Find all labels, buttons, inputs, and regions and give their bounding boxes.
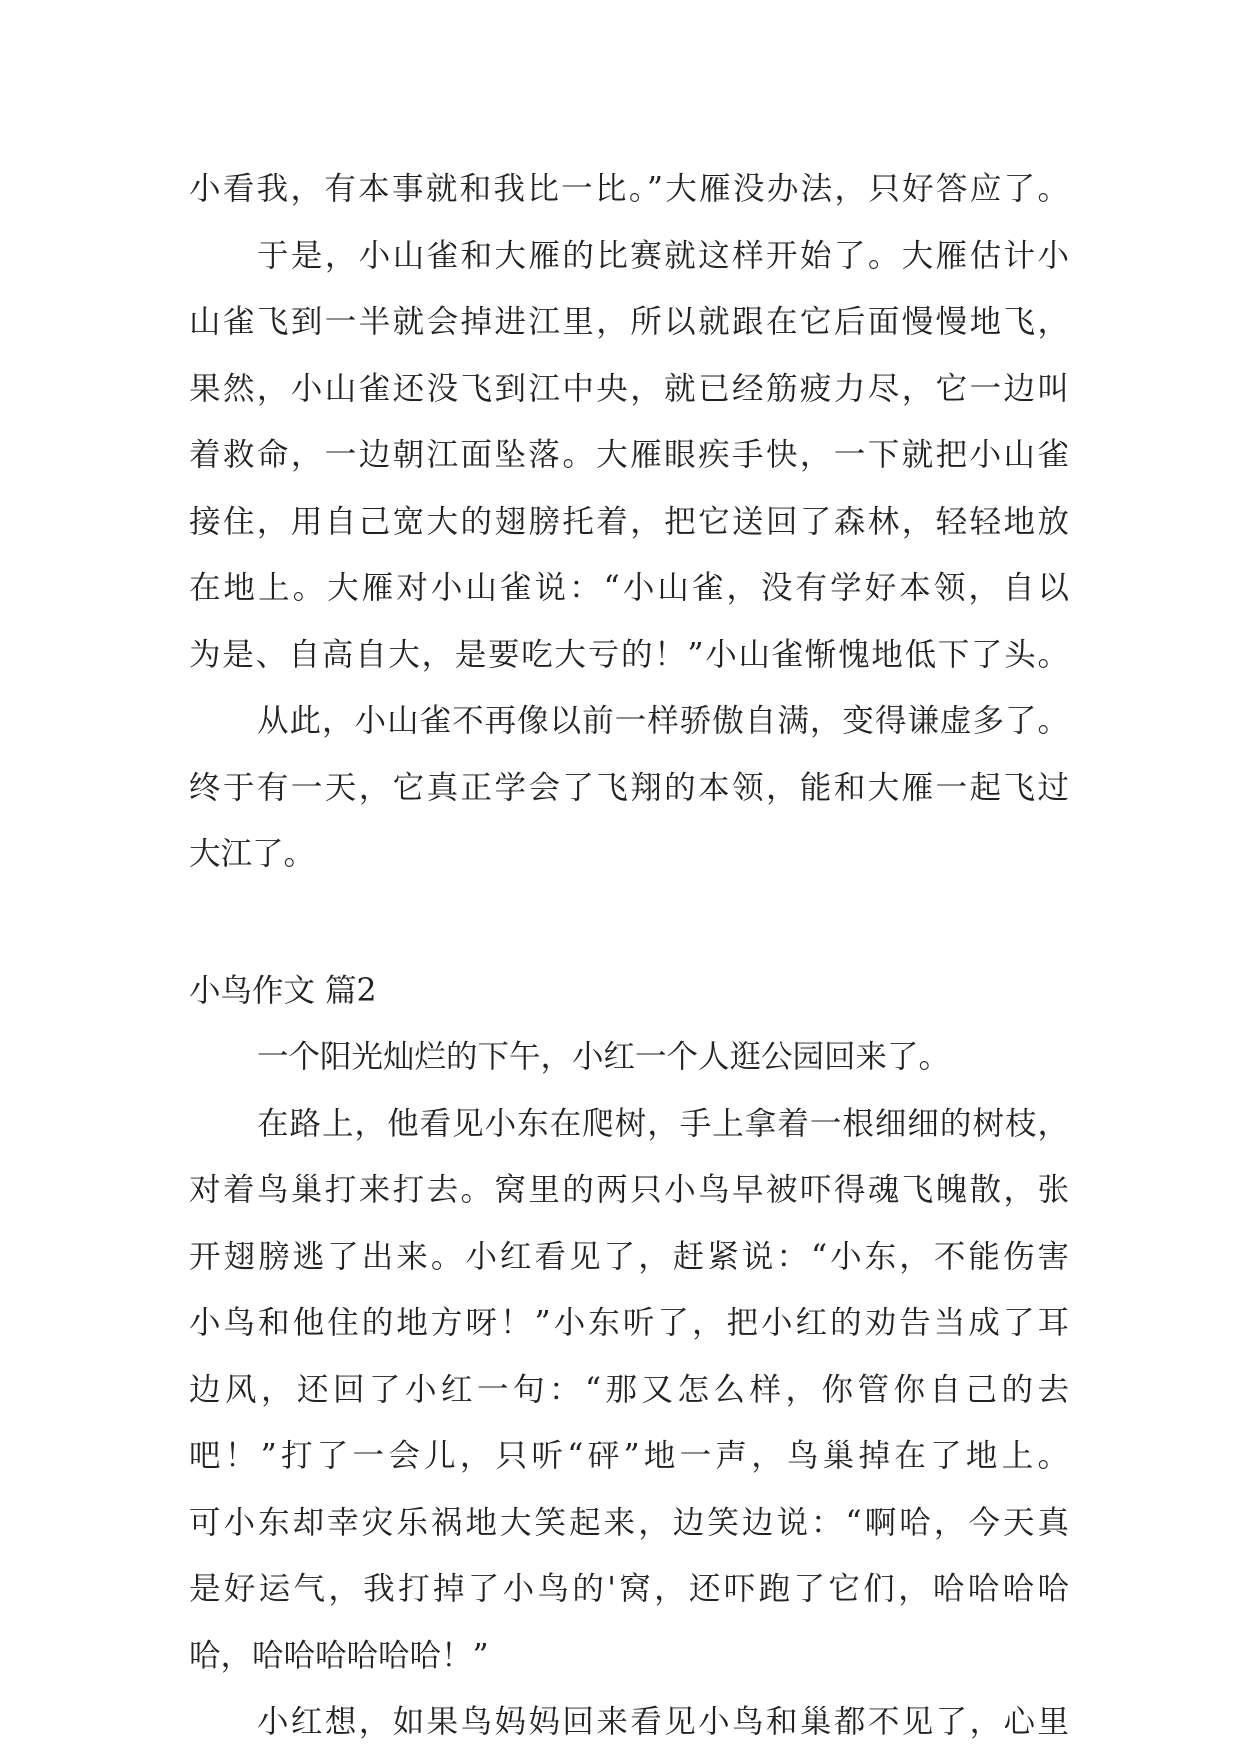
paragraph-start-line: 小红想，如果鸟妈妈回来看见小鸟和巢都不见了，心里 xyxy=(257,1704,1069,1740)
text-line: 对着鸟巢打来打去。窝里的两只小鸟早被吓得魂飞魄散，张 xyxy=(189,1172,1069,1208)
text-line: 着救命，一边朝江面坠落。大雁眼疾手快，一下就把小山雀 xyxy=(189,437,1069,473)
section-heading: 小鸟作文 篇2 xyxy=(189,972,377,1009)
text-line: 终于有一天，它真正学会了飞翔的本领，能和大雁一起飞过 xyxy=(189,769,1069,806)
essay-body xyxy=(189,156,1069,1756)
paragraph-start-line: 从此，小山雀不再像以前一样骄傲自满，变得谦虚多了。 xyxy=(257,703,1069,739)
text-line: 是好运气，我打掉了小鸟的'窝，还吓跑了它们，哈哈哈哈 xyxy=(189,1571,1069,1607)
paragraph-start-line: 在路上，他看见小东在爬树，手上拿着一根细细的树枝， xyxy=(257,1105,1069,1142)
text-line: 山雀飞到一半就会掉进江里，所以就跟在它后面慢慢地飞， xyxy=(189,304,1069,340)
section-gap xyxy=(189,888,1069,958)
text-line: 小看我，有本事就和我比一比。”大雁没办法，只好答应了。 xyxy=(189,171,1069,207)
paragraph-start-line: 于是，小山雀和大雁的比赛就这样开始了。大雁估计小 xyxy=(257,237,1069,274)
paragraph-end-line: 哈，哈哈哈哈哈哈！” xyxy=(189,1637,489,1674)
text-line: 小鸟和他住的地方呀！”小东听了，把小红的劝告当成了耳 xyxy=(189,1305,1069,1341)
text-line: 开翅膀逃了出来。小红看见了，赶紧说：“小东，不能伤害 xyxy=(189,1238,1069,1275)
text-line: 吧！”打了一会儿，只听“砰”地一声，鸟巢掉在了地上。 xyxy=(189,1438,1069,1474)
text-line: 为是、自高自大，是要吃大亏的！”小山雀惭愧地低下了头。 xyxy=(189,636,1069,673)
text-line: 果然，小山雀还没飞到江中央，就已经筋疲力尽，它一边叫 xyxy=(189,370,1069,407)
text-line: 接住，用自己宽大的翅膀托着，把它送回了森林，轻轻地放 xyxy=(189,503,1069,540)
text-line: 在地上。大雁对小山雀说：“小山雀，没有学好本领，自以 xyxy=(189,570,1069,606)
text-line: 边风，还回了小红一句：“那又怎么样，你管你自己的去 xyxy=(189,1371,1069,1408)
text-line: 可小东却幸灾乐祸地大笑起来，边笑边说：“啊哈，今天真 xyxy=(189,1504,1069,1541)
paragraph-start-line: 一个阳光灿烂的下午，小红一个人逛公园回来了。 xyxy=(257,1039,951,1075)
paragraph-end-line: 大江了。 xyxy=(189,836,316,872)
